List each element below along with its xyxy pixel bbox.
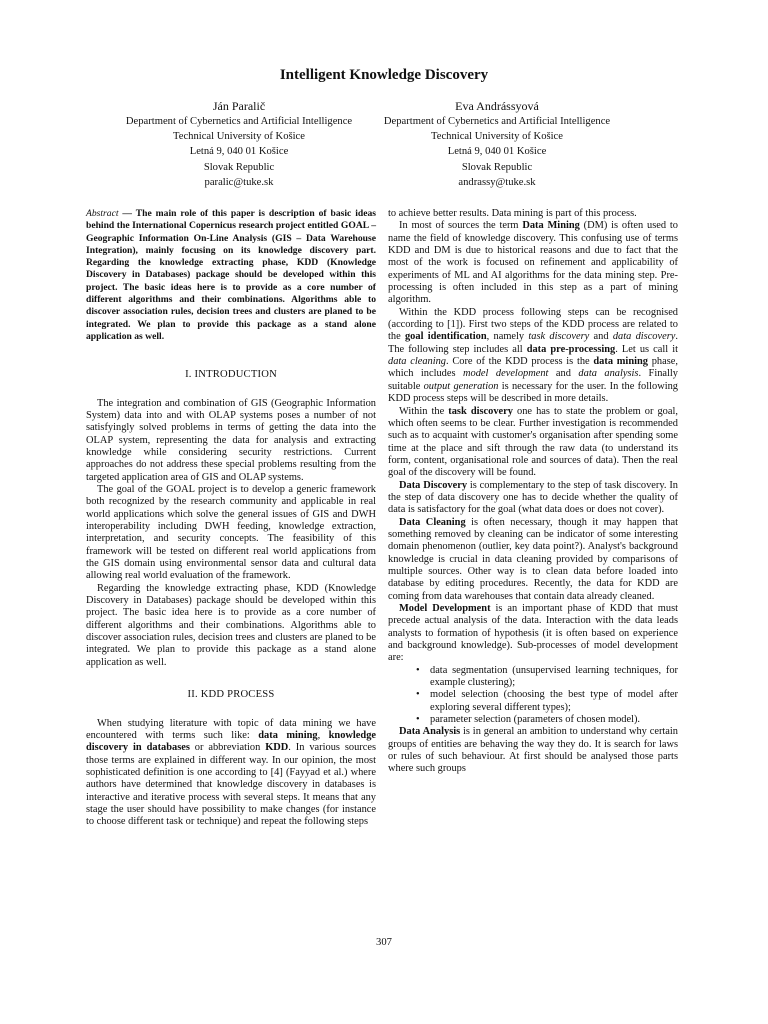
author-name: Ján Paralič [212, 99, 266, 113]
paragraph: Within the task discovery one has to state the problem or goal, which often seems to be clear. Further investigation is recommended such as to acquaint with customer's organisation after spending some time at the place and sift through the raw data (to understand its form, content, organisational role and sources of data). Then the real goal of the discovery will be found. [388, 405, 678, 479]
list-item: • parameter selection (parameters of chosen model). [416, 714, 678, 726]
abstract-label: Abstract [86, 208, 119, 219]
paragraph: to achieve better results. Data mining is part of this process. [388, 208, 637, 219]
author-country: Slovak Republic [203, 161, 275, 173]
page-number: 307 [376, 937, 392, 948]
paragraph: Within the KDD process following steps can be recognised (according to [1]). First two steps of the KDD process are related to the goal identification, namely task discovery and data discovery. The following step includes all data pre-processing. Let us call it data cleaning. Core of the KDD process is the data mining phase, which includes model development and data analysis. Finally suitable output generation is necessary for the user. In the following KDD process steps will be described in more details. [388, 306, 679, 405]
section-heading-kdd-process: II. KDD PROCESS [187, 689, 275, 701]
abstract-text: The main role of this paper is description of basic ideas behind the International Copernicus research project entitled GOAL – Geographic Information On-Line Analysis (GIS – Data Warehouse Integration), mainly focusing on its knowledge discovery part. Regarding the knowledge extracting phase, KDD (Knowledge Discovery in Databases) package should be developed within this project. The basic ideas here is to provide as a core number of different algorithms and their combinations. Algorithms able to discover association rules, decision trees and clusters are planed to be integrated. We plan to provide this package as a stand alone application as well. [86, 208, 376, 342]
paragraph: The goal of the GOAL project is to develop a generic framework both recognized by the research community and applicable in real world applications which solve the general issues of GIS and DWH interoperability including DWH feeding, knowledge extraction, interpretation, and security concepts. The feasibility of this framework will be tested on different real world applications from the GIS domain using environmental sensor data and cultural data allowing real world evaluation of the framework. [86, 484, 376, 582]
author-university: Technical University of Košice [431, 131, 563, 143]
author-country: Slovak Republic [461, 161, 533, 173]
author-address: Letná 9, 040 01 Košice [189, 146, 289, 158]
list-item: • model selection (choosing the best type of model after exploring several different types); [416, 689, 678, 714]
paragraph: Data Cleaning is often necessary, though it may happen that something removed by cleaning can be indicator of some interesting domain phenomenon (outlier, key data point?). Analyst's background knowledge is crucial in data cleaning provided by comparisons of multiple sources. Other way is to clean data before loaded into database by editing procedures. Recently, the data for KDD are coming from data warehouses that contain data already cleaned. [388, 516, 678, 602]
author-affiliation: Department of Cybernetics and Artificial Intelligence [125, 116, 353, 127]
author-block-1 [109, 98, 369, 190]
paragraph: Model Development is an important phase of KDD that must precede actual analysis of the data. Interaction with the data leads analysts to formation of hypothesis (it is often based on experience and background knowledge). Sub-processes of model development are: [388, 603, 678, 664]
section-heading-introduction: I. INTRODUCTION [185, 369, 277, 381]
paragraph: In most of sources the term Data Mining (DM) is often used to name the field of knowledge discovery. This confusing use of terms KDD and DM is due to historical reasons and due to fact that the most of the work is focused on refinement and applicability of experiments of ML and AI algorithms for the data mining step. Pre-processing is often included in this step as a part of mining algorithm. [388, 220, 678, 306]
list-item: • data segmentation (unsupervised learning techniques, for example clustering); [416, 665, 678, 690]
paragraph: Data Discovery is complementary to the step of task discovery. In the step of data discovery one has to decide whether the quality of data is satisfactory for the goal (what data does or does not cover). [388, 479, 678, 516]
abstract: Abstract — The main role of this paper is description of basic ideas behind the International Copernicus research project entitled GOAL – Geographic Information On-Line Analysis (GIS – Data Warehouse Integration), mainly focusing on its knowledge discovery part. Regarding the knowledge extracting phase, KDD (Knowledge Discovery in Databases) package should be developed within this project. The basic ideas here is to provide as a core number of different algorithms and their combinations. Algorithms able to discover association rules, decision trees and clusters are planed to be integrated. We plan to provide this package as a stand alone application as well. [86, 208, 376, 342]
paragraph: Regarding the knowledge extracting phase, KDD (Knowledge Discovery in Databases) package should be developed within this project. The basic idea here is to provide as a core number of different algorithms and their combinations. Algorithms able to discover association rules, decision trees and clusters are planed to be integrated. We plan to provide this package as a stand alone application as well. [86, 582, 376, 668]
author-block-2 [367, 98, 627, 190]
paragraph: The integration and combination of GIS (Geographic Information System) data into and with OLAP systems poses a number of not satisfyingly solved problems in terms of getting the data into the OLAP system, representing the data for analysis and extracting knowledge while considering security restrictions. Current approaches do not address these special problems resulting from the targeted application area of GIS and OLAP systems. [86, 397, 376, 483]
author-email: andrassy@tuke.sk [458, 176, 536, 188]
author-university: Technical University of Košice [173, 131, 305, 143]
paragraph: When studying literature with topic of data mining we have encountered with terms such like: data mining, knowledge discovery in databases or abbreviation KDD. In various sources those terms are explained in different way. In our opinion, the most sophisticated definition is one according to [4] (Fayyad et al.) where authors have determined that knowledge discovery in databases is interactive and iterative process with several steps. It means that any stage the user should have possibility to make changes (for instance to choose different task or technique) and repeat the following steps [86, 717, 377, 828]
left-column [86, 208, 376, 829]
author-name: Eva Andrássyová [455, 99, 539, 113]
author-address: Letná 9, 040 01 Košice [447, 146, 547, 158]
right-column [388, 208, 678, 776]
paragraph: Data Analysis is in general an ambition to understand why certain groups of entities are behaving the way they do. It is search for laws or rules of such behaviour. At first should be analysed those parts where such groups [388, 726, 678, 775]
author-affiliation: Department of Cybernetics and Artificial Intelligence [383, 116, 611, 127]
paper-title: Intelligent Knowledge Discovery [279, 67, 489, 83]
model-development-list [388, 665, 678, 727]
author-email: paralic@tuke.sk [204, 176, 274, 188]
